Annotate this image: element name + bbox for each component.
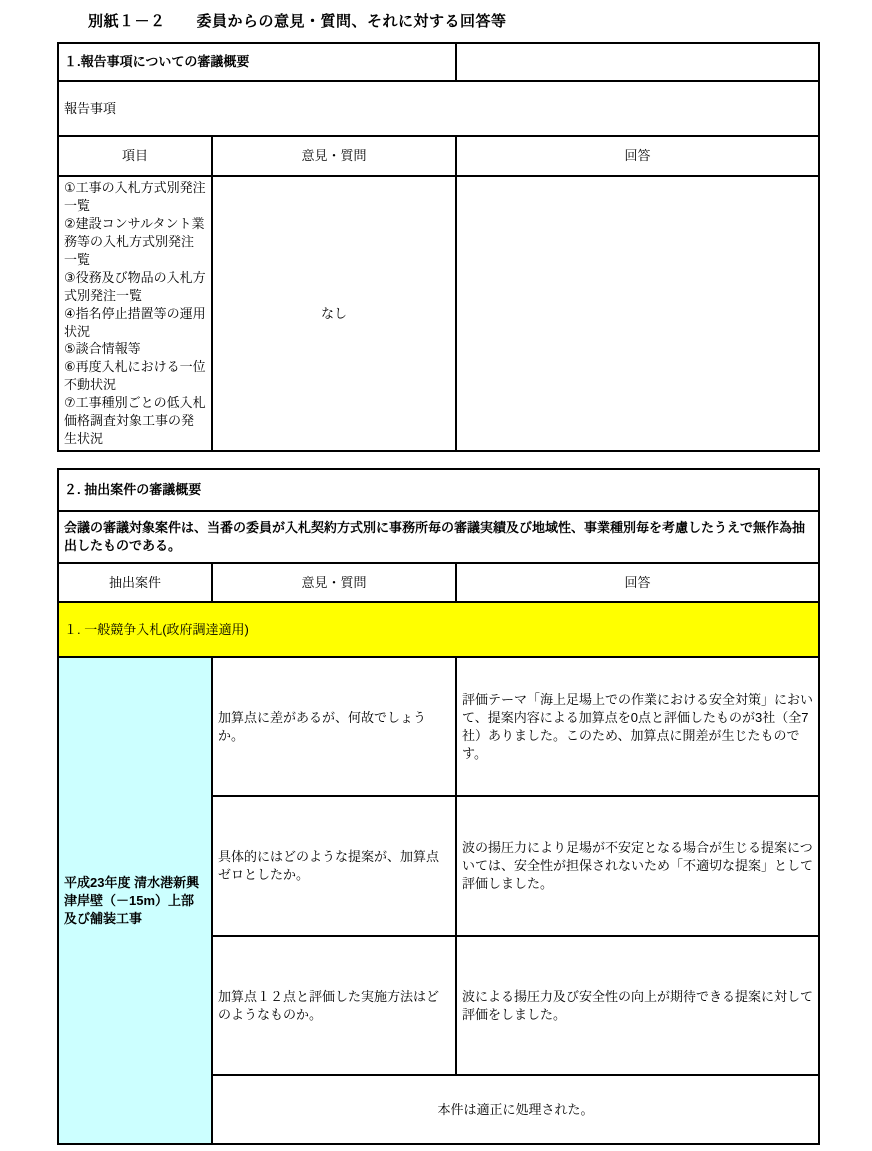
table2-header-case: 抽出案件 <box>58 563 212 602</box>
document-title: 別紙１－２ 委員からの意見・質問、それに対する回答等 <box>88 13 507 30</box>
report-items-subtitle: 報告事項 <box>58 81 819 136</box>
qa-row <box>58 657 819 796</box>
category-row <box>58 602 819 657</box>
report-answer-cell <box>456 176 819 451</box>
report-item: ③役務及び物品の入札方式別発注一覧 <box>64 269 206 303</box>
report-item: ⑦工事種別ごとの低入札価格調査対象工事の発生状況 <box>64 395 206 447</box>
category-highlight-cell: １. 一般競争入札(政府調達適用) <box>58 602 819 657</box>
table1-header-item: 項目 <box>58 136 212 176</box>
conclusion-cell: 本件は適正に処理された。 <box>212 1075 819 1144</box>
table1-header-question: 意見・質問 <box>212 136 456 176</box>
report-item: ②建設コンサルタント業務等の入札方式別発注一覧 <box>64 215 205 267</box>
section1-title: １.報告事項についての審議概要 <box>58 43 456 81</box>
table2-header-question: 意見・質問 <box>212 563 456 602</box>
extracted-case-table <box>57 468 820 1145</box>
report-items-table <box>57 42 820 452</box>
answer-cell: 波の揚圧力により足場が不安定となる場合が生じる提案については、安全性が担保されないため「不適切な提案」として評価しました。 <box>456 796 819 936</box>
selection-note-row <box>58 511 819 563</box>
report-item: ⑥再度入札における一位不動状況 <box>64 359 206 393</box>
report-item-list <box>58 176 212 451</box>
section2-title-row <box>58 469 819 511</box>
report-opinion-cell: なし <box>212 176 456 451</box>
report-item: ①工事の入札方式別発注一覧 <box>64 180 206 213</box>
report-item: ⑤談合情報等 <box>64 341 141 357</box>
answer-cell: 波による揚圧力及び安全性の向上が期待できる提案に対して評価をしました。 <box>456 936 819 1075</box>
question-cell: 加算点１２点と評価した実施方法はどのようなものか。 <box>212 936 456 1075</box>
section1-title-empty-cell <box>456 43 819 81</box>
selection-note: 会議の審議対象案件は、当番の委員が入札契約方式別に事務所毎の審議実績及び地域性、事業種別毎を考慮したうえで無作為抽出したものである。 <box>58 511 819 563</box>
section2-title: ２. 抽出案件の審議概要 <box>58 469 819 511</box>
table2-header-row <box>58 563 819 602</box>
table2-header-answer: 回答 <box>456 563 819 602</box>
report-items-subtitle-row <box>58 81 819 136</box>
question-cell: 具体的にはどのような提案が、加算点ゼロとしたか。 <box>212 796 456 936</box>
table1-header-row <box>58 136 819 176</box>
section1-title-row <box>58 43 819 81</box>
answer-cell: 評価テーマ「海上足場上での作業における安全対策」において、提案内容による加算点を0点と評価したものが3社（全7社）ありました。このため、加算点に開差が生じたものです。 <box>456 657 819 796</box>
report-item: ④指名停止措置等の運用状況 <box>64 305 206 339</box>
question-cell: 加算点に差があるが、何故でしょうか。 <box>212 657 456 796</box>
case-name-cell: 平成23年度 清水港新興津岸壁（－15m）上部及び舗装工事 <box>58 657 212 1144</box>
table1-header-answer: 回答 <box>456 136 819 176</box>
table1-body-row <box>58 176 819 451</box>
